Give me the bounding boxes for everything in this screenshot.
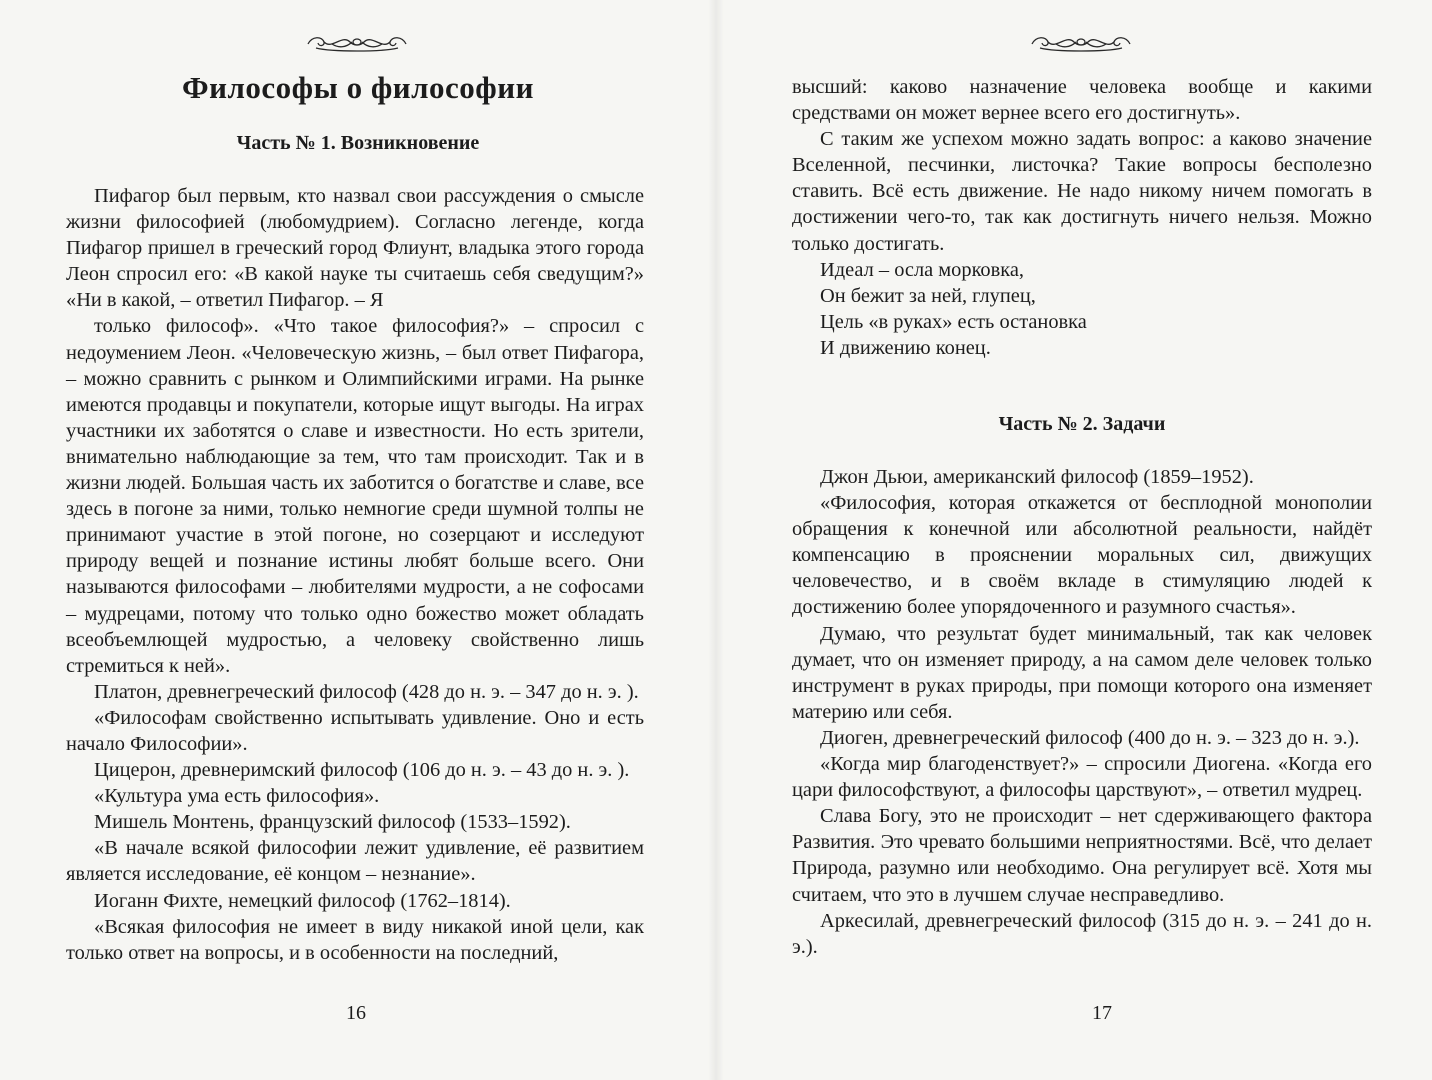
paragraph: С таким же успехом можно задать вопрос: а каково значение Вселенной, песчинки, листочка? Такие вопросы бесполезно ставить. Всё есть движение. Не надо никому ничем помогать в достижении чего-то, так как достигнуть ничего нельзя. Можно только достигать. [792,128,1372,255]
paragraph: «В начале всякой философии лежит удивление, её развитием является исследование, её концом – незнание». [66,837,644,886]
paragraph: только философ». «Что такое философия?» – спросил с недоумением Леон. «Человеческую жизнь, – был ответ Пифагора, – можно сравнить с рынком и Олимпийскими играми. На рынке имеются продавцы и покупатели, которые ищут выгоды. На играх участники их заботятся о славе и известности. Но есть зрители, внимательно наблюдающие за тем, что там происходит. Так и в жизни людей. Большая часть их заботится о богатстве и славе, все здесь в погоне за ними, только немногие среди шумной толпы не принимают участие в этой погоне, но созерцают и исследуют природу вещей и познание истины любят больше всего. Они называются философами – любителями мудрости, а не софосами – мудрецами, потому что только одно божество может обладать всеобъемлющей мудростью, а человеку свойственно лишь стремиться к ней». [66,315,644,677]
paragraph: Думаю, что результат будет минимальный, так как человек думает, что он изменяет природу, а на самом деле человек только инструмент в руках природы, при помощи которого она изменяет материю или себя. [792,622,1372,723]
paragraph: Диоген, древнегреческий философ (400 до н. э. – 323 до н. э.). [820,726,1360,749]
paragraph: Аркесилай, древнегреческий философ (315 до н. э. – 241 до н. э.). [792,909,1372,958]
paragraph: Платон, древнегреческий философ (428 до н. э. – 347 до н. э. ). [94,680,639,703]
part-1-heading: Часть № 1. Возникновение [236,132,480,154]
right-page [716,0,1432,1080]
paragraph: Джон Дьюи, американский философ (1859–1952). [820,466,1254,488]
poem-line: Цель «в руках» есть остановка [820,310,1087,333]
page-number: 16 [346,1002,366,1024]
paragraph: Иоганн Фихте, немецкий философ (1762–1814). [94,889,511,912]
paragraph: «Всякая философия не имеет в виду никакой иной цели, как только ответ на вопросы, и в особенности на последний, [66,915,644,964]
paragraph: «Когда мир благоденствует?» – спросили Диогена. «Когда его цари философствуют, а философы царствуют», – ответил мудрец. [792,753,1372,802]
paragraph-continued: высший: каково назначение человека вообще и какими средствами он может вернее всего его достигнуть». [792,76,1372,125]
paragraph: «Философия, которая откажется от бесплодной монополии обращения к конечной или абсолютной реальности, найдёт компенсацию в прояснении моральных сил, движущих человечество, и в своём вкладе в стимуляцию людей к достижению более упорядоченного и разумного счастья». [792,492,1372,619]
poem-line: И движению конец. [820,336,991,359]
poem-line: Идеал – осла морковка, [820,258,1025,281]
page-number: 17 [1092,1002,1112,1024]
paragraph: Слава Богу, это не происходит – нет сдерживающего фактора Развития. Это чревато большими неприятностями. Всё, что делает Природа, разумно или необходимо. Она регулирует всё. Хотя мы считаем, что это в лучшем случае несправедливо. [792,805,1372,906]
book-section-title: Философы о философии [182,70,534,105]
paragraph: Мишель Монтень, французский философ (1533–1592). [94,811,571,834]
header-ornament-icon [1026,30,1136,54]
right-page-body-bottom [792,464,1372,960]
part-2-heading: Часть № 2. Задачи [998,413,1166,435]
paragraph: «Культура ума есть философия». [94,785,380,808]
right-page-body-top [792,74,1372,361]
paragraph: Цицерон, древнеримский философ (106 до н. э. – 43 до н. э. ). [94,759,630,782]
paragraph: «Философам свойственно испытывать удивление. Оно и есть начало Философии». [66,706,644,755]
header-ornament-icon [302,30,412,54]
poem-line: Он бежит за ней, глупец, [820,284,1036,307]
left-page-body [66,183,644,966]
paragraph: Пифагор был первым, кто назвал свои рассуждения о смысле жизни философией (любомудрием). Согласно легенде, когда Пифагор пришел в греческий город Флиунт, владыка этого города Леон спросил его: «В какой науке ты считаешь себя сведущим?» «Ни в какой, – ответил Пифагор. – Я [66,185,644,312]
